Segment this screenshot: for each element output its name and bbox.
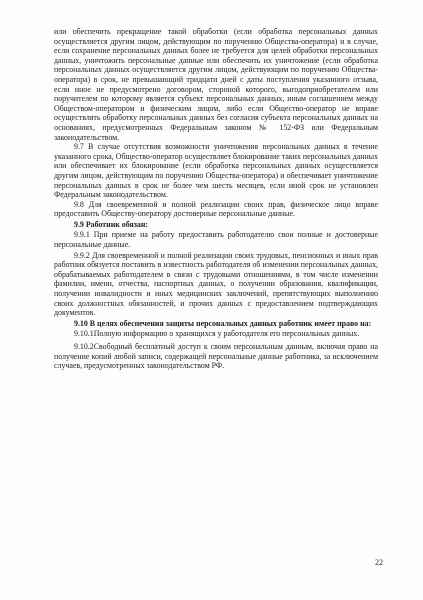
section-heading-9-9: 9.9 Работник обязан:	[74, 219, 149, 229]
paragraph-9-8: 9.8 Для своевременной и полной реализации своих прав, физическое лицо вправе предоставить Обществу-оператору достоверные персональные данные.	[54, 199, 378, 219]
paragraph-9-9-2: 9.9.2 Для своевременной и полной реализации своих трудовых, пенсионных и иных прав работник обязуется поставить в известность работодателя об изменении персональных данных, обрабатываемых работодателем в связи с трудовыми отношениями, в том числе изменении фамилии, имени, отчества, паспортных данных, о получении образования, квалификации, получении инвалидности и иных медицинских заключений, препятствующих выполнению своих должностных обязанностей, и прочих данных с предоставлением подтверждающих документов.	[54, 250, 378, 318]
paragraph-9-10-1: 9.10.1Полную информацию о хранящихся у работодателя его персональных данных.	[74, 329, 360, 339]
paragraph-9-9-1: 9.9.1 При приеме на работу предоставить работодателю свои полные и достоверные персональные данные.	[54, 230, 378, 250]
paragraph-9-10-2: 9.10.2Свободный бесплатный доступ к своим персональным данным, включая право на получение копий любой записи, содержащей персональные данные работника, за исключением случаев, предусмотренных законодательством РФ.	[54, 342, 378, 371]
page-number: 22	[375, 558, 383, 567]
paragraph-continuation: или обеспечить прекращение такой обработки (если обработка персональных данных осуществляется другим лицом, действующим по поручению Общества-оператора) и в случае, если сохранение персональных данных более не требуется для целей обработки персональных данных, уничтожить персональные данные или обеспечить их уничтожение (если обработка персональных данных осуществляется другим лицом, действующим по поручению Общества-оператора) в срок, не превышающий тридцати дней с даты поступления указанного отзыва, если иное не предусмотрено договором, стороной которого, выгодоприобретателем или поручителем по которому является субъект персональных данных, иным соглашением между Обществом-оператором и физическим лицом, либо если Общество-оператор не вправе осуществлять обработку персональных данных без согласия субъекта персональных данных на основаниях, предусмотренных Федеральным законом № 152-ФЗ или Федеральным законодательством.	[54, 27, 378, 142]
section-heading-9-10: 9.10 В целях обеспечения защиты персональных данных работник имеет право на:	[74, 318, 372, 328]
paragraph-9-7: 9.7 В случае отсутствия возможности уничтожения персональных данных в течение указанного срока, Общество-оператор осуществляет блокирование таких персональных данных или обеспечивает их блокирование (если обработка персональных данных осуществляется другим лицом, действующим по поручению Общества-оператора) и обеспечивает уничтожение персональных данных в срок не более чем шесть месяцев, если иной срок не установлен Федеральным законодательством.	[54, 142, 378, 200]
